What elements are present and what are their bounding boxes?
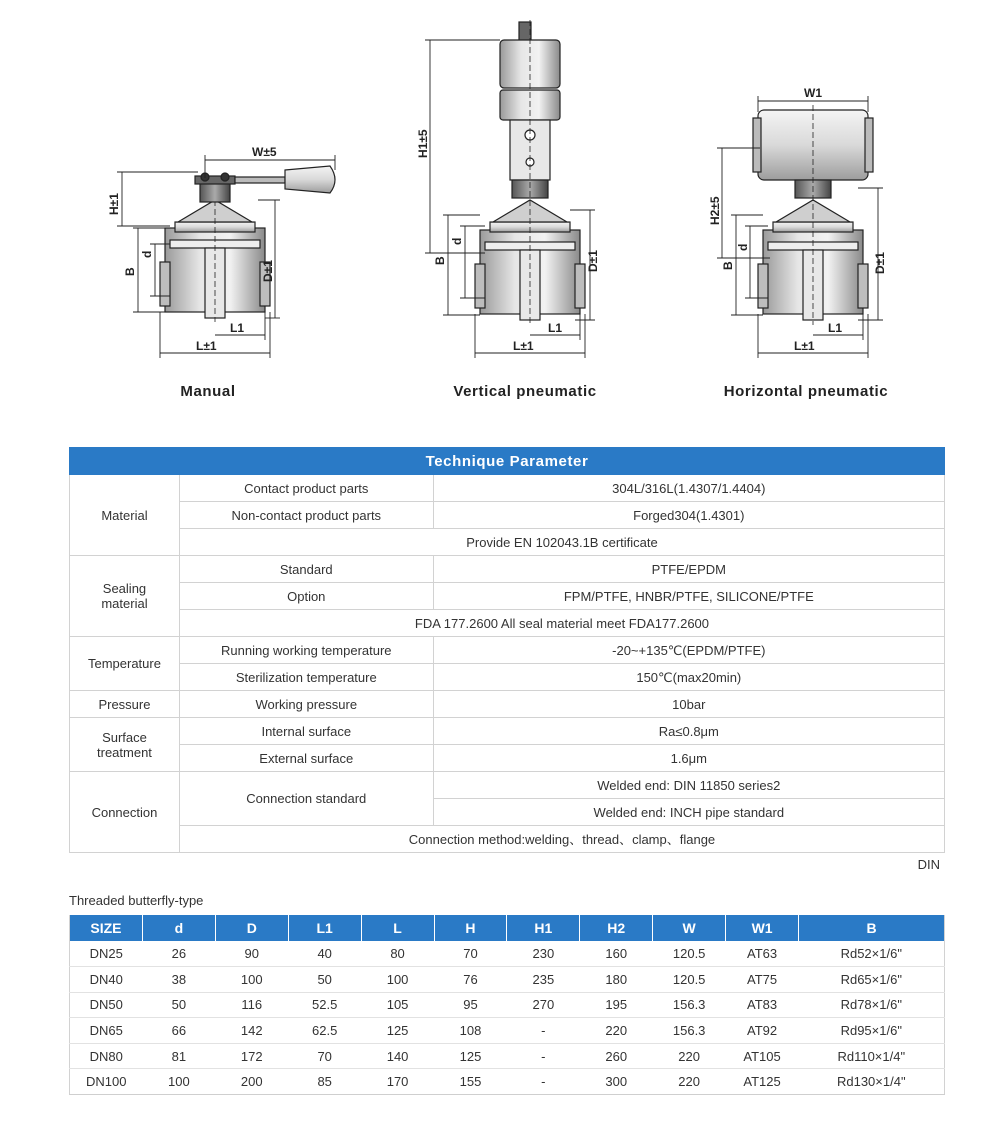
horizontal-pneumatic-drawing bbox=[753, 105, 873, 325]
table-row bbox=[70, 992, 945, 1018]
table-cell: 100 bbox=[361, 967, 434, 993]
manual-dim-d: d bbox=[140, 250, 154, 258]
surface-label bbox=[70, 718, 180, 772]
steril-temp-value: 150℃(max20min) bbox=[433, 664, 944, 691]
table-row bbox=[70, 502, 945, 529]
table-row bbox=[70, 1018, 945, 1044]
table-cell: - bbox=[507, 1043, 580, 1069]
sealing-label-line2: material bbox=[101, 596, 148, 611]
vertical-dim-l1: L1 bbox=[548, 321, 563, 335]
sealing-fda-note: FDA 177.2600 All seal material meet FDA177.2600 bbox=[179, 610, 944, 637]
table-cell: AT105 bbox=[726, 1043, 799, 1069]
steril-temp-label: Sterilization temperature bbox=[179, 664, 433, 691]
vertical-dim-h1: H1±5 bbox=[416, 129, 430, 158]
connection-standard-label: Connection standard bbox=[179, 772, 433, 826]
material-label: Material bbox=[70, 475, 180, 556]
noncontact-parts-value: Forged304(1.4301) bbox=[433, 502, 944, 529]
vertical-dim-l: L±1 bbox=[513, 339, 534, 353]
column-header: D bbox=[215, 915, 288, 941]
technique-parameter-table bbox=[69, 447, 945, 853]
contact-parts-value: 304L/316L(1.4307/1.4404) bbox=[433, 475, 944, 502]
sealing-label bbox=[70, 556, 180, 637]
table-cell: 81 bbox=[142, 1043, 215, 1069]
table-cell: 260 bbox=[580, 1043, 653, 1069]
column-header: SIZE bbox=[70, 915, 143, 941]
table-cell: DN50 bbox=[70, 992, 143, 1018]
din-label: DIN bbox=[917, 857, 940, 872]
connection-value-2: Welded end: INCH pipe standard bbox=[433, 799, 944, 826]
table-cell: 172 bbox=[215, 1043, 288, 1069]
connection-value-1: Welded end: DIN 11850 series2 bbox=[433, 772, 944, 799]
table-cell: 230 bbox=[507, 941, 580, 967]
vertical-dim-D: D±1 bbox=[586, 250, 600, 272]
table-row bbox=[70, 1069, 945, 1095]
size-table-header bbox=[70, 915, 945, 941]
table-cell: DN80 bbox=[70, 1043, 143, 1069]
table-cell: AT92 bbox=[726, 1018, 799, 1044]
table-row bbox=[70, 718, 945, 745]
table-cell: 200 bbox=[215, 1069, 288, 1095]
sealing-standard-value: PTFE/EPDM bbox=[433, 556, 944, 583]
connection-method: Connection method:welding、thread、clamp、flange bbox=[179, 826, 944, 853]
surface-label-line1: Surface bbox=[102, 729, 147, 745]
table-cell: DN25 bbox=[70, 941, 143, 967]
horizontal-dim-b: B bbox=[721, 261, 735, 270]
manual-valve-drawing bbox=[160, 166, 335, 322]
horizontal-dim-l: L±1 bbox=[794, 339, 815, 353]
manual-dim-h: H±1 bbox=[107, 193, 121, 215]
caption-manual: Manual bbox=[180, 383, 236, 400]
table-cell: 125 bbox=[434, 1043, 507, 1069]
size-table-subtitle: Threaded butterfly-type bbox=[69, 893, 204, 908]
surface-label-line2: treatment bbox=[97, 744, 152, 760]
param-table-title: Technique Parameter bbox=[70, 448, 945, 475]
table-cell: Rd52×1/6" bbox=[799, 941, 945, 967]
horizontal-dim-w1: W1 bbox=[804, 86, 822, 100]
vertical-dim-d: d bbox=[450, 237, 464, 245]
table-cell: 140 bbox=[361, 1043, 434, 1069]
table-row bbox=[70, 529, 945, 556]
table-cell: - bbox=[507, 1018, 580, 1044]
table-cell: AT125 bbox=[726, 1069, 799, 1095]
working-pressure-value: 10bar bbox=[433, 691, 944, 718]
caption-vertical-pneumatic: Vertical pneumatic bbox=[453, 383, 597, 400]
table-cell: 120.5 bbox=[653, 967, 726, 993]
contact-parts-label: Contact product parts bbox=[179, 475, 433, 502]
table-cell: 76 bbox=[434, 967, 507, 993]
table-cell: 195 bbox=[580, 992, 653, 1018]
table-cell: 62.5 bbox=[288, 1018, 361, 1044]
size-table bbox=[69, 915, 945, 1095]
table-cell: DN40 bbox=[70, 967, 143, 993]
table-cell: 108 bbox=[434, 1018, 507, 1044]
external-surface-value: 1.6μm bbox=[433, 745, 944, 772]
table-cell: 70 bbox=[288, 1043, 361, 1069]
vertical-dim-b: B bbox=[433, 256, 447, 265]
table-cell: 66 bbox=[142, 1018, 215, 1044]
material-certificate: Provide EN 102043.1B certificate bbox=[179, 529, 944, 556]
valve-drawings bbox=[0, 0, 1000, 420]
horizontal-dim-d: d bbox=[736, 243, 750, 251]
table-cell: AT75 bbox=[726, 967, 799, 993]
column-header: W bbox=[653, 915, 726, 941]
horizontal-dim-D: D±1 bbox=[873, 252, 887, 274]
table-cell: Rd78×1/6" bbox=[799, 992, 945, 1018]
table-cell: 95 bbox=[434, 992, 507, 1018]
manual-dim-w: W±5 bbox=[252, 145, 277, 159]
table-row bbox=[70, 745, 945, 772]
column-header: H bbox=[434, 915, 507, 941]
table-row bbox=[70, 772, 945, 799]
table-cell: 26 bbox=[142, 941, 215, 967]
table-row bbox=[70, 826, 945, 853]
table-row bbox=[70, 967, 945, 993]
param-table-header bbox=[70, 448, 945, 475]
table-cell: AT83 bbox=[726, 992, 799, 1018]
table-cell: 270 bbox=[507, 992, 580, 1018]
table-cell: 170 bbox=[361, 1069, 434, 1095]
external-surface-label: External surface bbox=[179, 745, 433, 772]
table-cell: 85 bbox=[288, 1069, 361, 1095]
column-header: W1 bbox=[726, 915, 799, 941]
noncontact-parts-label: Non-contact product parts bbox=[179, 502, 433, 529]
table-cell: 38 bbox=[142, 967, 215, 993]
table-cell: AT63 bbox=[726, 941, 799, 967]
horizontal-dim-h2: H2±5 bbox=[708, 196, 722, 225]
working-pressure-label: Working pressure bbox=[179, 691, 433, 718]
table-cell: 100 bbox=[215, 967, 288, 993]
table-cell: 156.3 bbox=[653, 1018, 726, 1044]
table-cell: 220 bbox=[653, 1043, 726, 1069]
table-cell: 235 bbox=[507, 967, 580, 993]
table-row bbox=[70, 556, 945, 583]
horizontal-dim-l1: L1 bbox=[828, 321, 843, 335]
internal-surface-value: Ra≤0.8μm bbox=[433, 718, 944, 745]
column-header: H2 bbox=[580, 915, 653, 941]
table-row bbox=[70, 475, 945, 502]
size-table-body bbox=[70, 941, 945, 1095]
caption-horizontal-pneumatic: Horizontal pneumatic bbox=[723, 383, 889, 400]
manual-dim-l: L±1 bbox=[196, 339, 217, 353]
table-cell: 70 bbox=[434, 941, 507, 967]
table-cell: 156.3 bbox=[653, 992, 726, 1018]
connection-label: Connection bbox=[70, 772, 180, 853]
table-cell: 220 bbox=[653, 1069, 726, 1095]
table-cell: Rd65×1/6" bbox=[799, 967, 945, 993]
table-cell: 50 bbox=[142, 992, 215, 1018]
table-cell: 80 bbox=[361, 941, 434, 967]
table-row bbox=[70, 691, 945, 718]
temperature-label: Temperature bbox=[70, 637, 180, 691]
table-cell: 180 bbox=[580, 967, 653, 993]
table-cell: 220 bbox=[580, 1018, 653, 1044]
internal-surface-label: Internal surface bbox=[179, 718, 433, 745]
table-row bbox=[70, 664, 945, 691]
sealing-option-label: Option bbox=[179, 583, 433, 610]
table-row bbox=[70, 637, 945, 664]
table-cell: 300 bbox=[580, 1069, 653, 1095]
table-cell: 90 bbox=[215, 941, 288, 967]
table-cell: Rd130×1/4" bbox=[799, 1069, 945, 1095]
sealing-label-line1: Sealing bbox=[102, 581, 147, 596]
pressure-label: Pressure bbox=[70, 691, 180, 718]
table-cell: 105 bbox=[361, 992, 434, 1018]
manual-dim-b: B bbox=[123, 267, 137, 276]
table-cell: 160 bbox=[580, 941, 653, 967]
table-row bbox=[70, 941, 945, 967]
running-temp-label: Running working temperature bbox=[179, 637, 433, 664]
table-cell: 155 bbox=[434, 1069, 507, 1095]
table-cell: 116 bbox=[215, 992, 288, 1018]
table-cell: 52.5 bbox=[288, 992, 361, 1018]
table-cell: 40 bbox=[288, 941, 361, 967]
column-header: L1 bbox=[288, 915, 361, 941]
table-row bbox=[70, 610, 945, 637]
technical-drawings-svg bbox=[0, 0, 1000, 380]
table-row bbox=[70, 1043, 945, 1069]
table-cell: Rd110×1/4" bbox=[799, 1043, 945, 1069]
manual-dim-l1: L1 bbox=[230, 321, 245, 335]
table-cell: 100 bbox=[142, 1069, 215, 1095]
table-cell: - bbox=[507, 1069, 580, 1095]
table-cell: 125 bbox=[361, 1018, 434, 1044]
table-cell: DN100 bbox=[70, 1069, 143, 1095]
vertical-pneumatic-drawing bbox=[475, 20, 585, 325]
sealing-standard-label: Standard bbox=[179, 556, 433, 583]
column-header: H1 bbox=[507, 915, 580, 941]
sealing-option-value: FPM/PTFE, HNBR/PTFE, SILICONE/PTFE bbox=[433, 583, 944, 610]
table-cell: 142 bbox=[215, 1018, 288, 1044]
table-cell: DN65 bbox=[70, 1018, 143, 1044]
table-cell: 120.5 bbox=[653, 941, 726, 967]
manual-dim-D: D±1 bbox=[261, 260, 275, 282]
table-cell: 50 bbox=[288, 967, 361, 993]
table-row bbox=[70, 583, 945, 610]
running-temp-value: -20~+135℃(EPDM/PTFE) bbox=[433, 637, 944, 664]
table-cell: Rd95×1/6" bbox=[799, 1018, 945, 1044]
column-header: L bbox=[361, 915, 434, 941]
column-header: d bbox=[142, 915, 215, 941]
column-header: B bbox=[799, 915, 945, 941]
